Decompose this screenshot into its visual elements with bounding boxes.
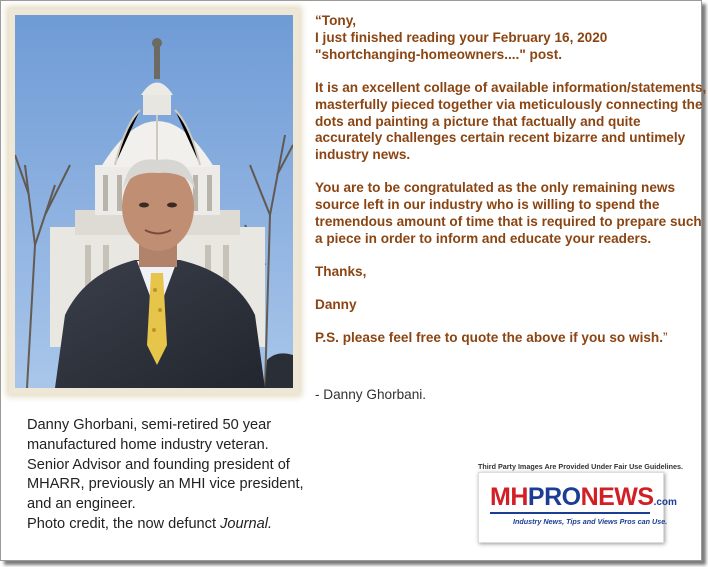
quote-intro-line-2: "shortchanging-homeowners...." post. xyxy=(315,46,563,62)
caption-line: Danny Ghorbani, semi-retired 50 year xyxy=(27,417,272,433)
capitol-portrait-illustration xyxy=(15,15,293,388)
logo-news: NEWS xyxy=(580,483,654,511)
quote-signoff: Danny xyxy=(315,296,357,312)
caption-line: manufactured home industry veteran. xyxy=(27,436,269,453)
quote-greeting: “Tony, xyxy=(315,13,357,28)
logo-wordmark xyxy=(490,483,677,512)
logo-tagline: Industry News, Tips and Views Pros can Use. xyxy=(513,517,668,526)
quote-paragraph-collage: It is an excellent collage of available information/statements, masterfully pieced together via meticulously connecting the dots and painting a picture that factually and quite accurately challenges certain recent bizarre and untimely industry news. xyxy=(315,79,707,163)
photo-credit xyxy=(27,515,327,535)
logo-pro: PRO xyxy=(527,483,581,511)
testimonial-quote xyxy=(315,13,707,363)
quote-postscript xyxy=(315,330,707,347)
quote-intro-line-1: I just finished reading your February 16, 2020 xyxy=(315,29,608,45)
photo-frame xyxy=(9,9,299,394)
logo-underline xyxy=(490,512,650,514)
logo-mh: MH xyxy=(490,483,528,511)
portrait-photo xyxy=(15,15,293,388)
mhpronews-logo xyxy=(478,472,677,543)
logo-com: .com xyxy=(653,497,677,508)
quote-close-mark: ” xyxy=(663,329,668,345)
caption-line: and an engineer. xyxy=(27,496,136,513)
photo-credit-prefix: Photo credit, the now defunct xyxy=(27,515,221,532)
quote-paragraph-congratulations: You are to be congratulated as the only remaining news source left in our industry who is willing to spend the tremendous amount of time that is required to prepare such a piece in order to inform and educate your readers. xyxy=(315,180,702,246)
photo-credit-source: Journal. xyxy=(220,515,273,532)
photo-caption xyxy=(27,416,327,535)
quote-attribution: - Danny Ghorbani. xyxy=(315,387,427,402)
quote-ps-text: P.S. please feel free to quote the above if you so wish. xyxy=(315,329,663,345)
quote-thanks: Thanks, xyxy=(315,263,367,279)
caption-line: MHARR, previously an MHI vice president, xyxy=(27,476,304,493)
quote-intro xyxy=(315,13,707,64)
fair-use-notice: Third Party Images Are Provided Under Fair Use Guidelines. xyxy=(478,462,684,471)
caption-line: Senior Advisor and founding president of xyxy=(27,456,290,473)
